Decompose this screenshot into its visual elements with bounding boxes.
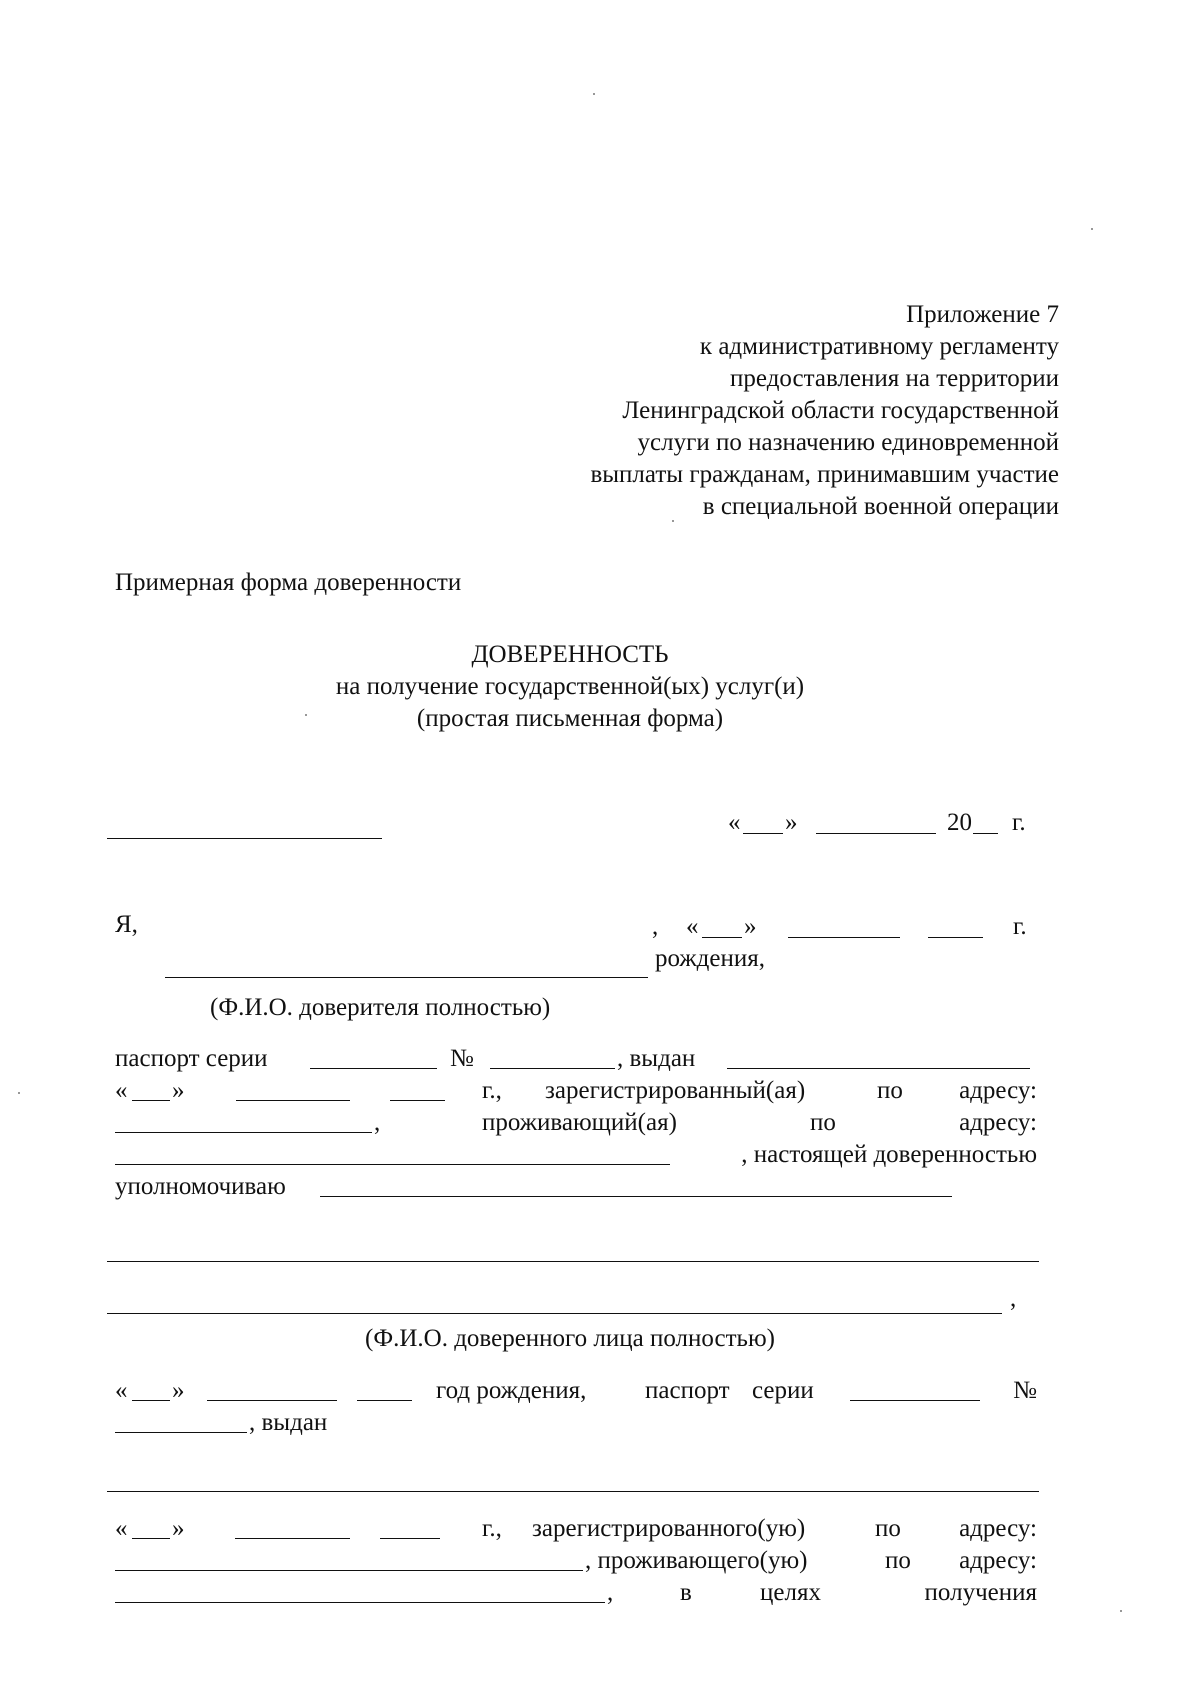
form-label: Примерная форма доверенности xyxy=(115,569,462,596)
registration-address-blank xyxy=(115,1132,372,1133)
attorney-month-blank xyxy=(207,1400,337,1401)
scan-speck xyxy=(1120,1610,1122,1612)
principal-ya: Я, xyxy=(115,911,138,938)
doc-subtitle-2: (простая письменная форма) xyxy=(416,705,724,732)
attorney-open-quote: « xyxy=(115,1377,128,1404)
attorney-open-quote-2: « xyxy=(115,1515,128,1542)
passport-address-2: адресу: xyxy=(959,1109,1037,1136)
date-open-quote: « xyxy=(728,809,741,836)
attorney-year-suffix: г., xyxy=(482,1515,502,1542)
passport-by-this-poa: , настоящей доверенностью xyxy=(741,1141,1037,1168)
passport-series-label: паспорт серии xyxy=(115,1045,268,1072)
attorney-number-sign: № xyxy=(1013,1377,1037,1404)
attorney-year-blank-2 xyxy=(380,1538,440,1539)
passport-year-suffix: г., xyxy=(482,1077,502,1104)
passport-day-blank xyxy=(132,1100,170,1101)
passport-residing: проживающий(ая) xyxy=(482,1109,677,1136)
residence-address-blank xyxy=(115,1164,670,1165)
passport-number-blank xyxy=(490,1068,615,1069)
principal-name-blank xyxy=(165,977,648,978)
attorney-obtaining: получения xyxy=(924,1579,1037,1606)
scan-speck xyxy=(18,1092,20,1094)
attorney-registered: зарегистрированного(ую) xyxy=(532,1515,806,1542)
principal-year-suffix: г. xyxy=(1013,913,1027,940)
attorney-name-blank-2 xyxy=(107,1261,1039,1262)
principal-open-quote: « xyxy=(686,913,699,940)
date-year-prefix: 20 xyxy=(947,809,972,836)
attorney-residing: , проживающего(ую) xyxy=(585,1547,808,1574)
date-close-quote: » xyxy=(785,809,798,836)
passport-month-blank xyxy=(236,1100,350,1101)
appendix-line-2: к административному регламенту xyxy=(699,333,1059,360)
passport-open-quote: « xyxy=(115,1077,128,1104)
attorney-day-blank xyxy=(132,1400,170,1401)
principal-month-blank xyxy=(788,937,900,938)
attorney-issued: , выдан xyxy=(249,1409,328,1436)
date-year-suffix: г. xyxy=(1012,809,1026,836)
attorney-registration-blank xyxy=(115,1570,583,1571)
principal-caption: (Ф.И.О. доверителя полностью) xyxy=(210,994,551,1021)
appendix-line-7: в специальной военной операции xyxy=(702,493,1059,520)
attorney-close-quote-2: » xyxy=(172,1515,185,1542)
scan-speck xyxy=(305,714,307,716)
passport-series-blank xyxy=(310,1068,437,1069)
passport-close-quote: » xyxy=(172,1077,185,1104)
attorney-name-blank-1 xyxy=(320,1196,952,1197)
attorney-series-blank xyxy=(850,1400,980,1401)
attorney-month-blank-2 xyxy=(235,1538,350,1539)
place-blank xyxy=(107,838,382,839)
scan-speck xyxy=(593,93,595,95)
date-year-blank xyxy=(973,833,998,834)
passport-address-1: адресу: xyxy=(959,1077,1037,1104)
appendix-line-1: Приложение 7 xyxy=(906,301,1059,328)
attorney-caption: (Ф.И.О. доверенного лица полностью) xyxy=(365,1325,775,1352)
attorney-po-1: по xyxy=(875,1515,901,1542)
appendix-line-5: услуги по назначению единовременной xyxy=(637,429,1059,456)
passport-registered: зарегистрированный(ая) xyxy=(545,1077,806,1104)
appendix-line-6: выплаты гражданам, принимавшим участие xyxy=(590,461,1059,488)
appendix-line-4: Ленинградской области государственной xyxy=(622,397,1059,424)
authorize-word: уполномочиваю xyxy=(115,1173,286,1200)
attorney-po-2: по xyxy=(885,1547,911,1574)
doc-title: ДОВЕРЕННОСТЬ xyxy=(471,641,669,668)
date-month-blank xyxy=(816,833,936,834)
attorney-residence-blank xyxy=(115,1602,605,1603)
passport-issued: , выдан xyxy=(617,1045,696,1072)
scan-speck xyxy=(672,520,674,522)
attorney-close-quote: » xyxy=(172,1377,185,1404)
principal-year-blank xyxy=(928,937,983,938)
attorney-in: в xyxy=(680,1579,692,1606)
attorney-comma: , xyxy=(607,1579,614,1606)
attorney-address-2: адресу: xyxy=(959,1547,1037,1574)
attorney-series: серии xyxy=(752,1377,814,1404)
passport-po-1: по xyxy=(877,1077,903,1104)
attorney-trailing-comma: , xyxy=(1010,1285,1017,1312)
attorney-passport: паспорт xyxy=(645,1377,730,1404)
doc-subtitle-1: на получение государственной(ых) услуг(и) xyxy=(335,673,805,700)
principal-comma: , xyxy=(652,913,659,940)
passport-issuer-blank xyxy=(727,1068,1030,1069)
attorney-year-blank xyxy=(357,1400,412,1401)
principal-birth-word: рождения, xyxy=(655,945,765,972)
principal-day-blank xyxy=(702,937,742,938)
passport-number-sign: № xyxy=(450,1045,474,1072)
appendix-line-3: предоставления на территории xyxy=(730,365,1059,392)
attorney-address-1: адресу: xyxy=(959,1515,1037,1542)
attorney-day-blank-2 xyxy=(132,1538,170,1539)
attorney-issuer-blank xyxy=(107,1491,1039,1492)
principal-close-quote: » xyxy=(744,913,757,940)
scan-speck xyxy=(1091,228,1093,230)
passport-po-2: по xyxy=(810,1109,836,1136)
attorney-year-of-birth: год рождения, xyxy=(436,1377,587,1404)
attorney-purposes: целях xyxy=(760,1579,821,1606)
attorney-number-blank xyxy=(115,1432,247,1433)
date-day-blank xyxy=(743,833,783,834)
attorney-name-blank-3 xyxy=(107,1313,1002,1314)
registration-comma: , xyxy=(374,1109,381,1136)
passport-year-blank xyxy=(390,1100,445,1101)
